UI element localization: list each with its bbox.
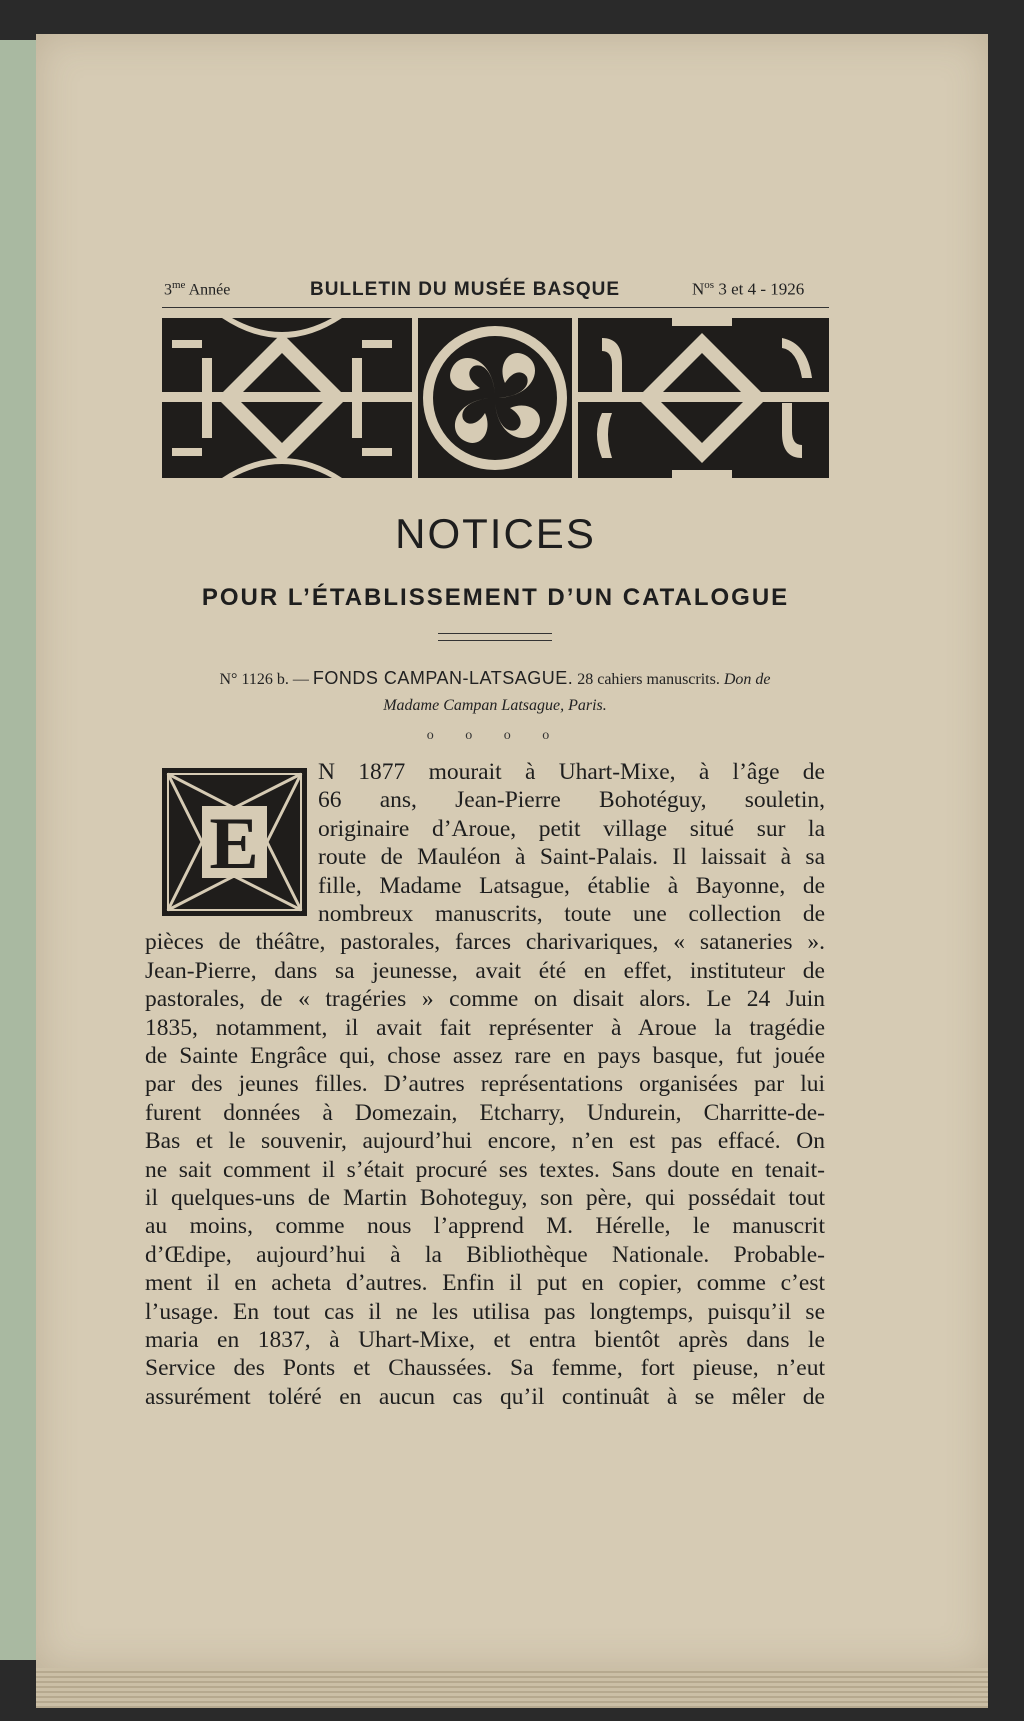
dropcap-letter: E bbox=[209, 803, 259, 885]
paragraph-line: furent données à Domezain, Etcharry, Undurein, Charritte-de- bbox=[145, 1099, 825, 1126]
paragraph-line: maria en 1837, à Uhart-Mixe, et entra bientôt après dans le bbox=[145, 1327, 825, 1353]
paragraph-line: Jean-Pierre, dans sa jeunesse, avait été en effet, instituteur de bbox=[145, 957, 825, 984]
notice-donor: Madame Campan Latsague, Paris. bbox=[383, 697, 607, 714]
paragraph-line: assurément toléré en aucun cas qu’il continuât à se mêler de bbox=[145, 1383, 825, 1410]
separator-dots: o o o o bbox=[426, 728, 564, 743]
paragraph-line: par des jeunes filles. D’autres représentations organisées par lui bbox=[145, 1071, 825, 1098]
paragraph-line: fille, Madame Latsague, établie à Bayonne, de bbox=[318, 872, 825, 899]
notice-cahiers: 28 cahiers manuscrits. bbox=[577, 671, 720, 688]
page-stack-edge bbox=[36, 1668, 988, 1708]
paragraph-line: 1835, notamment, il avait fait représenter à Aroue la tragédie bbox=[145, 1014, 825, 1041]
header-issue: $N^{os}$ 3 et 4 - 1926 bbox=[692, 279, 805, 299]
header-rule bbox=[162, 307, 829, 308]
paragraph-line: Bas et le souvenir, aujourd’hui encore, n’en est pas effacé. On bbox=[145, 1128, 825, 1155]
paragraph-line: l’usage. En tout cas il ne les utilisa pas longtemps, puisqu’il se bbox=[145, 1298, 825, 1325]
paragraph-line: au moins, comme nous l’apprend M. Hérelle, le manuscrit bbox=[145, 1213, 825, 1240]
ornamental-dropcap bbox=[162, 768, 307, 916]
paragraph-line: route de Mauléon à Saint-Palais. Il laissait à sa bbox=[318, 844, 825, 871]
paragraph-line: Service des Ponts et Chaussées. Sa femme, fort pieuse, n’eut bbox=[145, 1355, 825, 1382]
ornamental-banner bbox=[162, 318, 829, 478]
paragraph-line: pièces de théâtre, pastorales, farces charivariques, « sataneries ». bbox=[145, 929, 825, 956]
paragraph-line: pastorales, de « tragéries » comme on disait alors. Le 24 Juin bbox=[145, 986, 825, 1013]
paragraph-line: ment il en acheta d’autres. Enfin il put en copier, comme c’est bbox=[145, 1270, 825, 1297]
page-subtitle: POUR L’ÉTABLISSEMENT D’UN CATALOGUE bbox=[201, 584, 790, 611]
header-title: BULLETIN DU MUSÉE BASQUE bbox=[310, 279, 621, 300]
title-rule-bottom bbox=[438, 640, 552, 641]
header-year: $3^{me}$ Année bbox=[164, 279, 231, 299]
notice-fonds: FONDS CAMPAN-LATSAGUE. bbox=[312, 668, 574, 688]
paragraph-line: d’Œdipe, aujourd’hui à la Bibliothèque Nationale. Probable- bbox=[145, 1241, 825, 1268]
paragraph-line: N 1877 mourait à Uhart-Mixe, à l’âge de bbox=[318, 759, 825, 785]
paragraph-line: nombreux manuscrits, toute une collection de bbox=[318, 901, 825, 927]
paragraph-line: ne sait comment il s’était procuré ses textes. Sans doute en tenait- bbox=[145, 1156, 825, 1183]
title-rule-top bbox=[438, 633, 552, 634]
paragraph-line: originaire d’Aroue, petit village situé sur la bbox=[318, 815, 825, 842]
paragraph-line: de Sainte Engrâce qui, chose assez rare en pays basque, fut jouée bbox=[145, 1043, 825, 1069]
paragraph-line: il quelques-uns de Martin Bohoteguy, son père, qui possédait tout bbox=[145, 1185, 825, 1211]
notice-entry bbox=[160, 668, 830, 689]
notice-don: Don de bbox=[723, 671, 771, 688]
notice-number: N° 1126 b. — bbox=[219, 671, 309, 688]
paragraph-line: 66 ans, Jean-Pierre Bohotéguy, souletin, bbox=[318, 787, 825, 814]
page-title: NOTICES bbox=[395, 510, 596, 557]
